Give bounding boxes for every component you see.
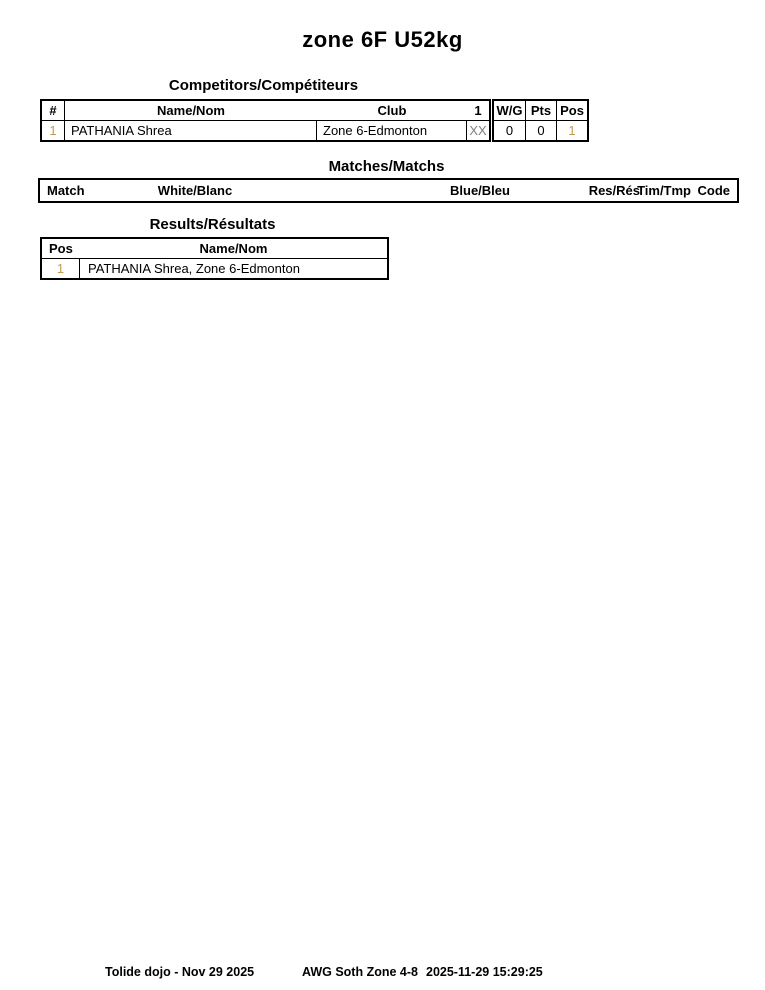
competitors-header-row xyxy=(42,101,489,120)
matches-table xyxy=(38,178,739,203)
results-header-row xyxy=(42,239,387,258)
result-row xyxy=(42,258,387,278)
col-header-name: Name/Nom xyxy=(157,103,225,118)
col-header-result-name: Name/Nom xyxy=(199,241,268,256)
col-header-code: Code xyxy=(697,183,730,198)
competitors-section-heading: Competitors/Compétiteurs xyxy=(168,77,359,94)
competitors-stats-table xyxy=(492,99,589,142)
page-title: zone 6F U52kg xyxy=(302,27,463,52)
competitor-name: PATHANIA Shrea xyxy=(65,121,317,140)
competitors-main-table xyxy=(40,99,491,142)
col-header-blue: Blue/Bleu xyxy=(450,183,510,198)
stats-data-row xyxy=(494,120,587,140)
competitors-table xyxy=(40,99,589,142)
competitor-row xyxy=(42,120,489,140)
col-header-club: Club xyxy=(377,103,407,118)
footer-timestamp: 2025-11-29 15:29:25 xyxy=(426,965,543,979)
col-header-time: Tim/Tmp xyxy=(637,183,691,198)
col-header-white: White/Blanc xyxy=(157,183,233,198)
result-position: 1 xyxy=(42,259,80,278)
footer-club-date: Tolide dojo - Nov 29 2025 xyxy=(105,965,255,979)
col-header-match: Match xyxy=(47,183,85,198)
results-section-heading: Results/Résultats xyxy=(149,216,276,233)
col-header-opponent-1: 1 xyxy=(474,103,482,118)
competitor-club: Zone 6-Edmonton xyxy=(317,121,467,140)
col-header-result: Res/Rés xyxy=(588,183,640,198)
col-header-wins: W/G xyxy=(496,103,523,118)
competitor-points: 0 xyxy=(525,121,556,140)
competitor-position: 1 xyxy=(556,121,587,140)
result-name: PATHANIA Shrea, Zone 6-Edmonton xyxy=(88,261,300,276)
results-table xyxy=(40,237,389,280)
competitor-wins: 0 xyxy=(505,123,514,138)
col-header-number: # xyxy=(42,101,65,120)
col-header-result-position: Pos xyxy=(49,241,73,256)
col-header-position: Pos xyxy=(556,101,587,120)
stats-header-row xyxy=(494,101,587,120)
competitor-self-cell: XX xyxy=(469,123,487,138)
footer-event-name: AWG Soth Zone 4-8 xyxy=(302,965,418,979)
competitor-number: 1 xyxy=(42,121,65,140)
matches-section-heading: Matches/Matchs xyxy=(328,158,445,175)
col-header-points: Pts xyxy=(525,101,556,120)
